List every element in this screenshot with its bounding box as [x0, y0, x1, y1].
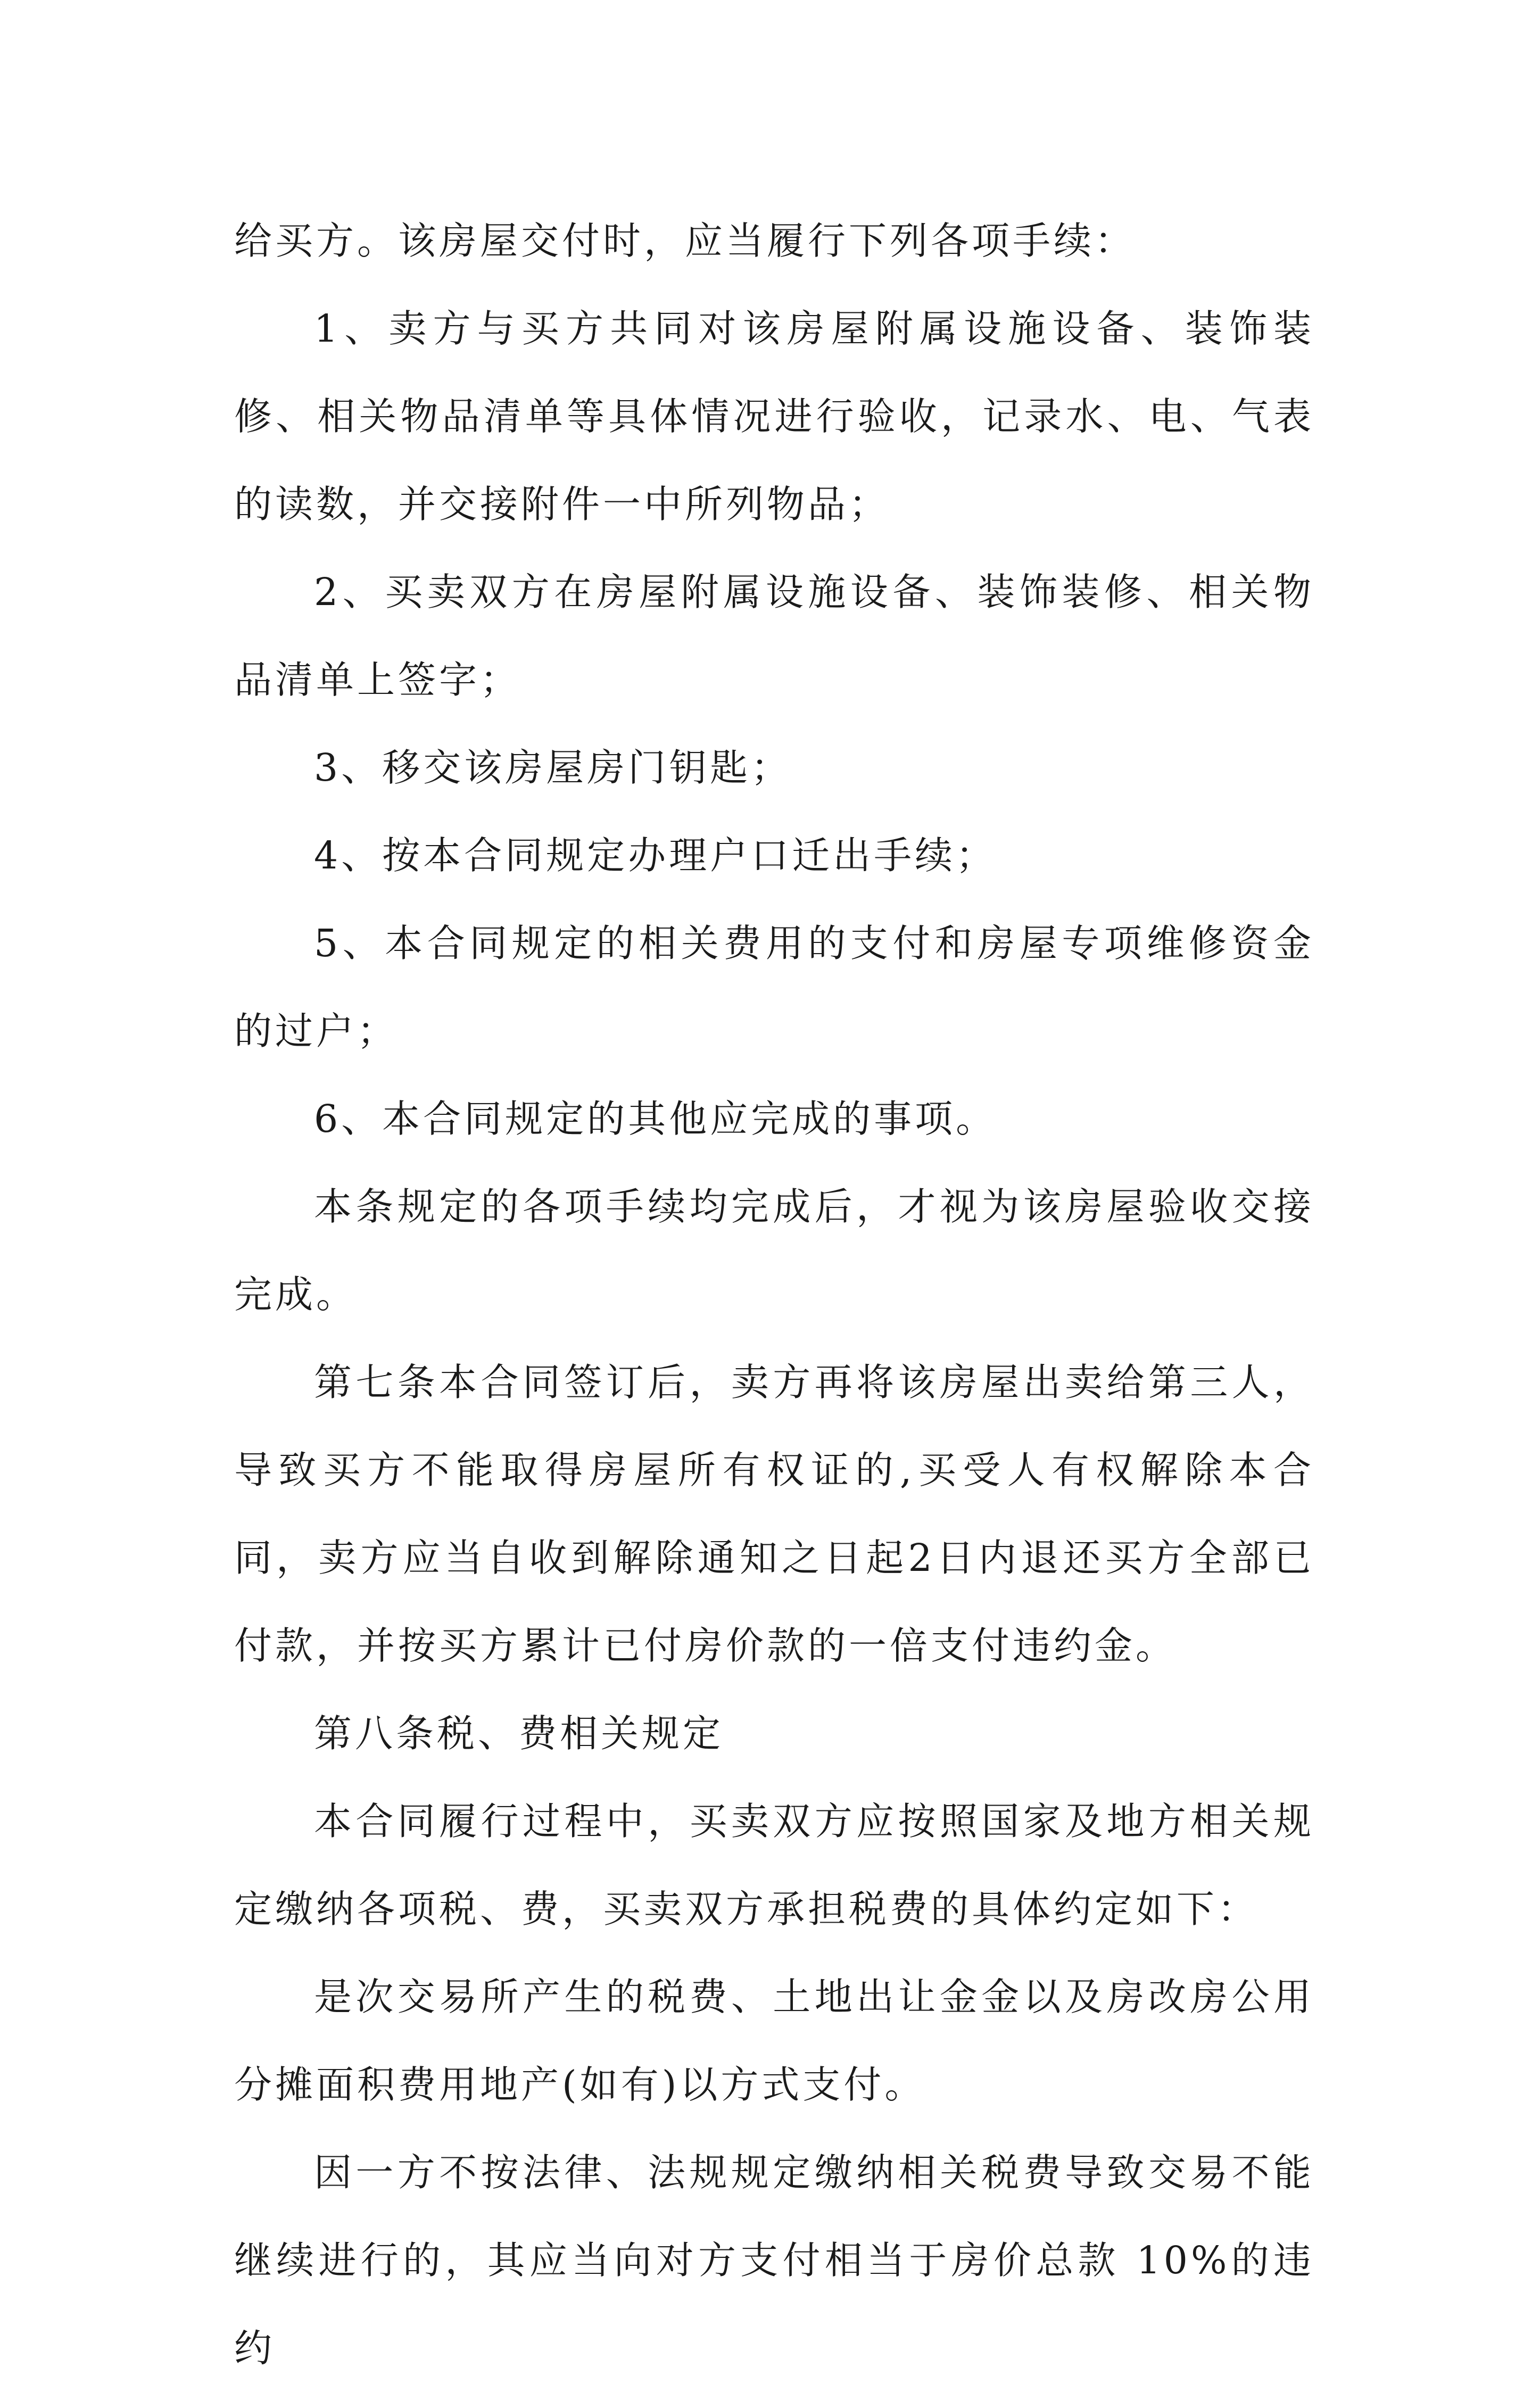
paragraph-completion: 本条规定的各项手续均完成后，才视为该房屋验收交接完成。 [234, 1185, 1314, 1317]
paragraph-intro: 给买方。该房屋交付时，应当履行下列各项手续： [234, 219, 1136, 263]
paragraph-tax-rules: 本合同履行过程中，买卖双方应按照国家及地方相关规定缴纳各项税、费，买卖双方承担税费的具体约定如下： [234, 1799, 1314, 1931]
paragraph-item-5: 5、本合同规定的相关费用的支付和房屋专项维修资金的过户； [234, 921, 1314, 1053]
document-body [234, 197, 1314, 2392]
paragraph-tax-breach: 因一方不按法律、法规规定缴纳相关税费导致交易不能继续进行的，其应当向对方支付相当于房价总款 10%的违约 [234, 2150, 1314, 2370]
paragraph-item-3: 3、移交该房屋房门钥匙； [314, 746, 792, 790]
paragraph-tax-payment: 是次交易所产生的税费、土地出让金金以及房改房公用分摊面积费用地产(如有)以方式支付。 [234, 1975, 1314, 2107]
paragraph-item-4: 4、按本合同规定办理户口迁出手续； [314, 833, 997, 878]
heading-article-8: 第八条税、费相关规定 [314, 1711, 724, 1756]
paragraph-item-2: 2、买卖双方在房屋附属设施设备、装饰装修、相关物品清单上签字； [234, 570, 1314, 702]
paragraph-article-7: 第七条本合同签订后，卖方再将该房屋出卖给第三人，导致买方不能取得房屋所有权证的,买受人有权解除本合同，卖方应当自收到解除通知之日起2日内退还买方全部已付款，并按买方累计已付房价款的一倍支付违约金。 [234, 1360, 1314, 1668]
paragraph-item-1: 1、卖方与买方共同对该房屋附属设施设备、装饰装修、相关物品清单等具体情况进行验收，记录水、电、气表的读数，并交接附件一中所列物品； [234, 307, 1314, 526]
paragraph-item-6: 6、本合同规定的其他应完成的事项。 [314, 1097, 997, 1141]
